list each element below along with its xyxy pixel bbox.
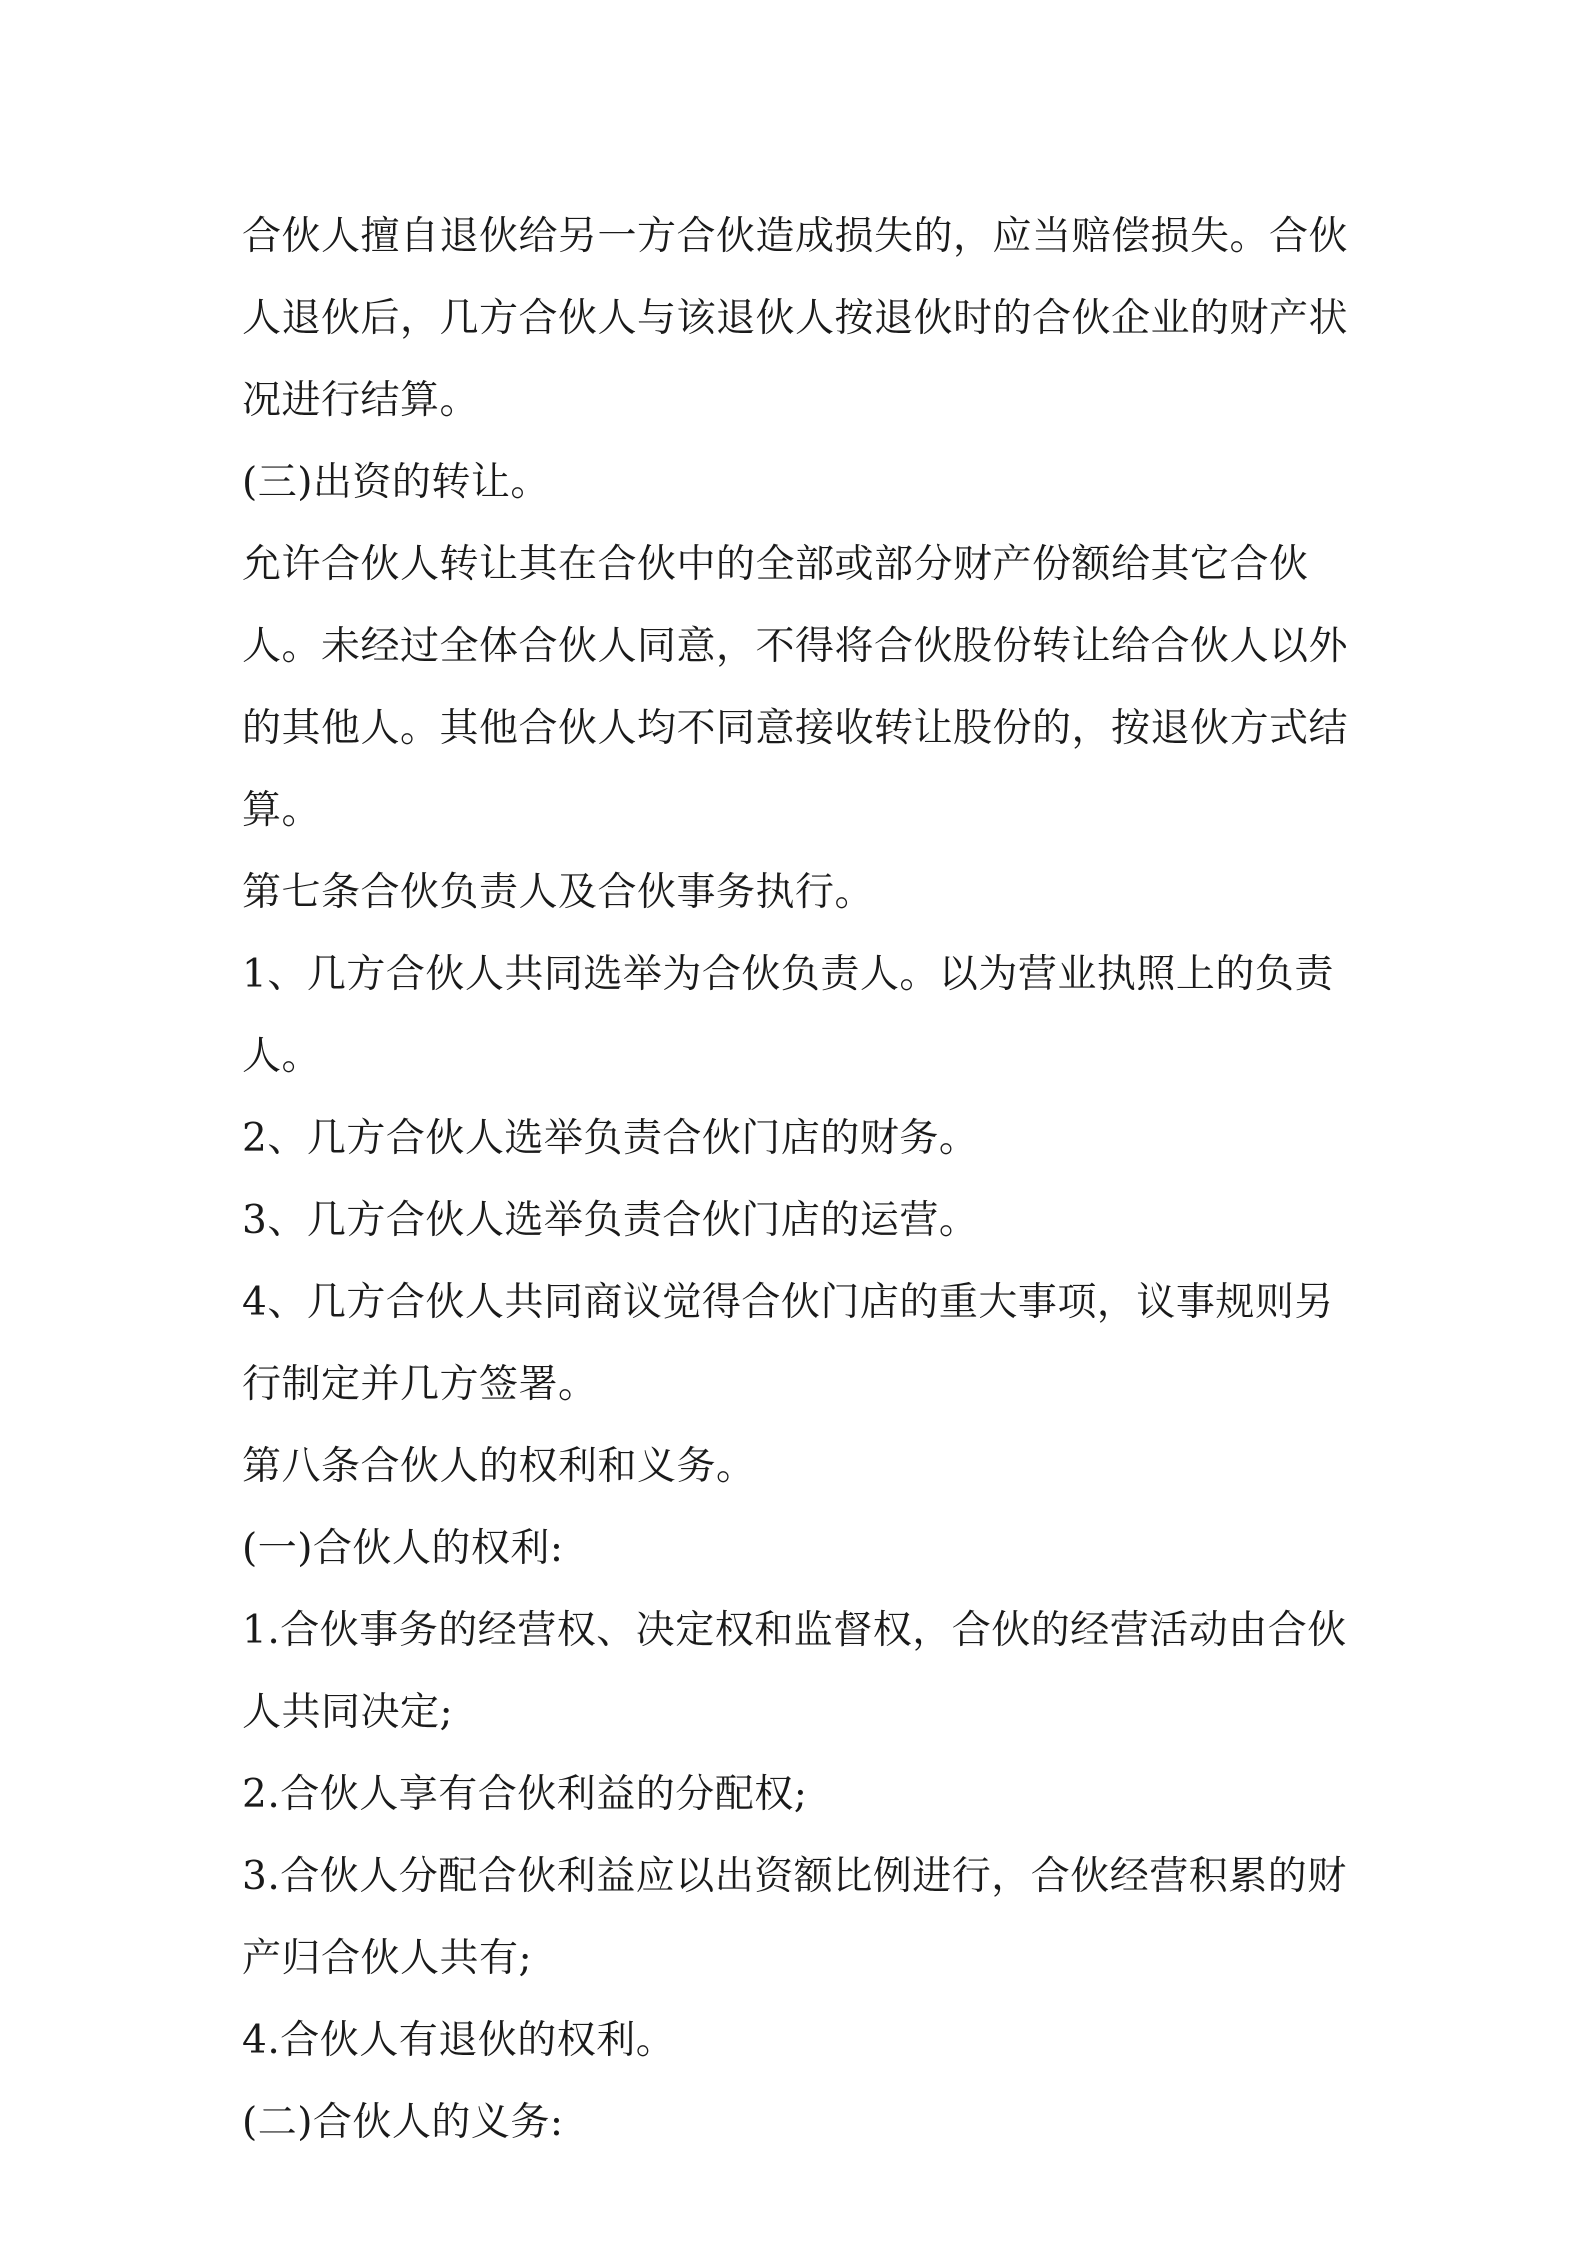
list-item: 3.合伙人分配合伙利益应以出资额比例进行，合伙经营积累的财产归合伙人共有; xyxy=(242,1854,1347,1981)
list-item: 4、几方合伙人共同商议觉得合伙门店的重大事项，议事规则另行制定并几方签署。 xyxy=(242,1280,1334,1407)
list-item: 1、几方合伙人共同选举为合伙负责人。以为营业执照上的负责人。 xyxy=(242,952,1334,1079)
list-item: 4.合伙人有退伙的权利。 xyxy=(242,2018,676,2063)
list-item: 2.合伙人享有合伙利益的分配权; xyxy=(242,1772,808,1817)
paragraph: 允许合伙人转让其在合伙中的全部或部分财产份额给其它合伙人。未经过全体合伙人同意，不得将合伙股份转让给合伙人以外的其他人。其他合伙人均不同意接收转让股份的，按退伙方式结算。 xyxy=(242,542,1349,833)
list-item: 2、几方合伙人选举负责合伙门店的财务。 xyxy=(242,1116,979,1161)
section-heading: (一)合伙人的权利: xyxy=(242,1526,564,1571)
section-heading: (三)出资的转让。 xyxy=(242,460,550,505)
article-heading: 第八条合伙人的权利和义务。 xyxy=(242,1444,756,1489)
paragraph: 合伙人擅自退伙给另一方合伙造成损失的，应当赔偿损失。合伙人退伙后，几方合伙人与该退伙人按退伙时的合伙企业的财产状况进行结算。 xyxy=(242,214,1349,423)
list-item: 3、几方合伙人选举负责合伙门店的运营。 xyxy=(242,1198,979,1243)
article-heading: 第七条合伙负责人及合伙事务执行。 xyxy=(242,870,875,915)
document-body xyxy=(242,196,1362,2164)
section-heading: (二)合伙人的义务: xyxy=(242,2100,564,2145)
list-item: 1.合伙事务的经营权、决定权和监督权，合伙的经营活动由合伙人共同决定; xyxy=(242,1608,1347,1735)
